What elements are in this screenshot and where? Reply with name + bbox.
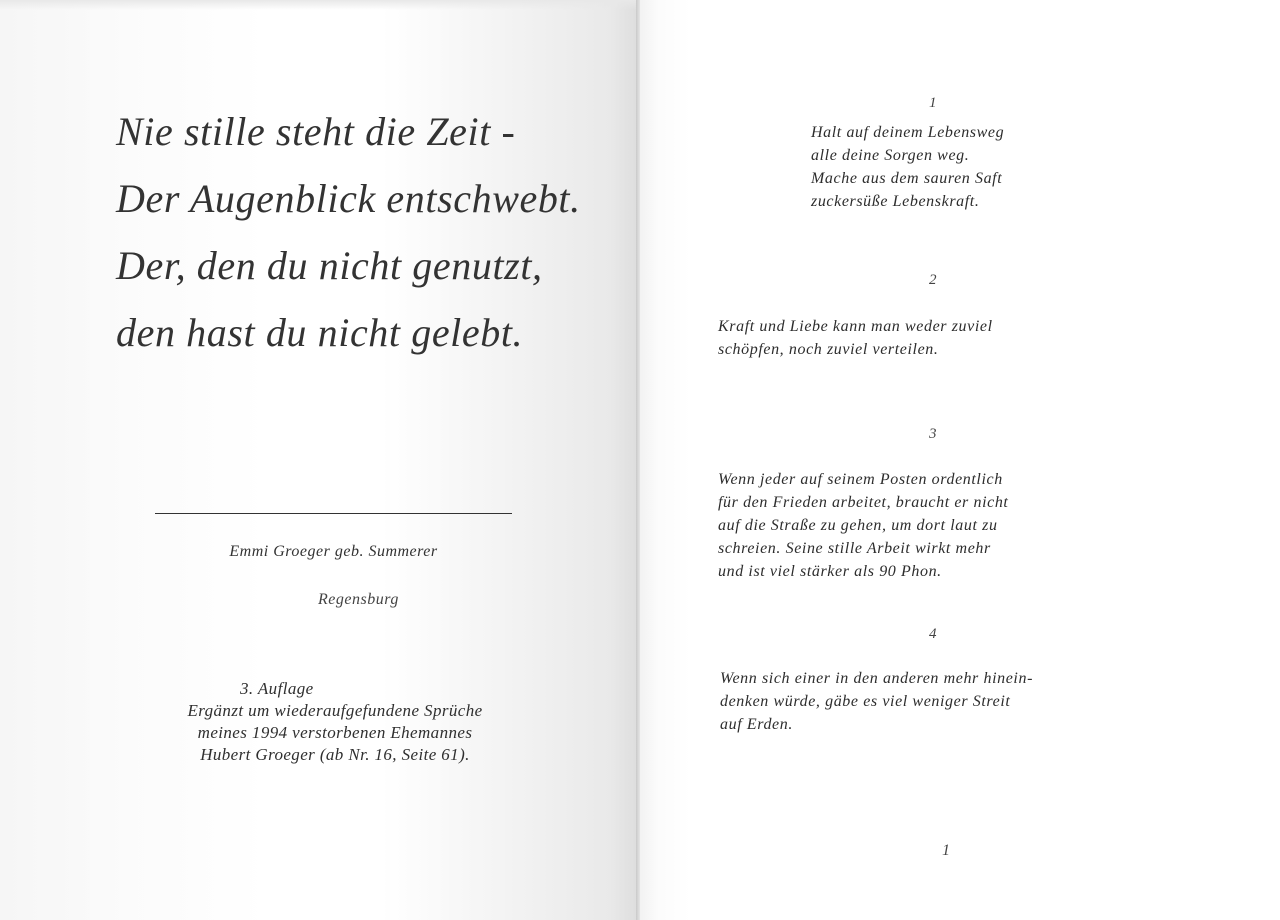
saying-3	[718, 468, 1008, 583]
motto-line: den hast du nicht gelebt.	[116, 310, 524, 355]
saying-line: schreien. Seine stille Arbeit wirkt mehr	[718, 540, 991, 557]
saying-line: schöpfen, noch zuviel verteilen.	[718, 341, 939, 358]
saying-4	[720, 667, 1033, 736]
saying-number: 2	[929, 272, 937, 288]
saying-number: 3	[929, 426, 937, 442]
saying-line: für den Frieden arbeitet, braucht er nicht	[718, 494, 1009, 511]
edition-note	[160, 678, 510, 766]
page-top-shadow	[0, 0, 636, 10]
left-page	[0, 0, 636, 920]
edition-line: Hubert Groeger (ab Nr. 16, Seite 61).	[200, 745, 470, 764]
saying-line: Halt auf deinem Lebensweg	[811, 124, 1005, 141]
edition-line: Ergänzt um wiederaufgefundene Sprüche	[187, 701, 483, 720]
edition-line: meines 1994 verstorbenen Ehemannes	[197, 723, 473, 742]
saying-line: denken würde, gäbe es viel weniger Streit	[720, 693, 1011, 710]
saying-1	[811, 121, 1004, 213]
saying-line: Wenn jeder auf seinem Posten ordentlich	[718, 471, 1003, 488]
saying-line: alle deine Sorgen weg.	[811, 147, 970, 164]
saying-line: Kraft und Liebe kann man weder zuviel	[718, 318, 993, 335]
motto-line: Der, den du nicht genutzt,	[116, 243, 543, 288]
saying-line: Wenn sich einer in den anderen mehr hinein-	[720, 670, 1033, 687]
page-number: 1	[942, 842, 950, 859]
saying-line: zuckersüße Lebenskraft.	[811, 193, 980, 210]
motto-line: Der Augenblick entschwebt.	[116, 176, 581, 221]
edition-title: 3. Auflage	[240, 679, 314, 698]
saying-line: auf die Straße zu gehen, um dort laut zu	[718, 517, 998, 534]
saying-line: Mache aus dem sauren Saft	[811, 170, 1003, 187]
motto-line: Nie stille steht die Zeit -	[116, 109, 516, 154]
motto-poem	[116, 98, 616, 366]
saying-2	[718, 315, 993, 361]
saying-line: auf Erden.	[720, 716, 793, 733]
saying-number: 4	[929, 626, 937, 642]
divider-rule	[155, 513, 512, 514]
author-place: Regensburg	[318, 591, 399, 608]
saying-number: 1	[929, 95, 937, 111]
author-name: Emmi Groeger geb. Summerer	[229, 543, 438, 560]
saying-line: und ist viel stärker als 90 Phon.	[718, 563, 942, 580]
